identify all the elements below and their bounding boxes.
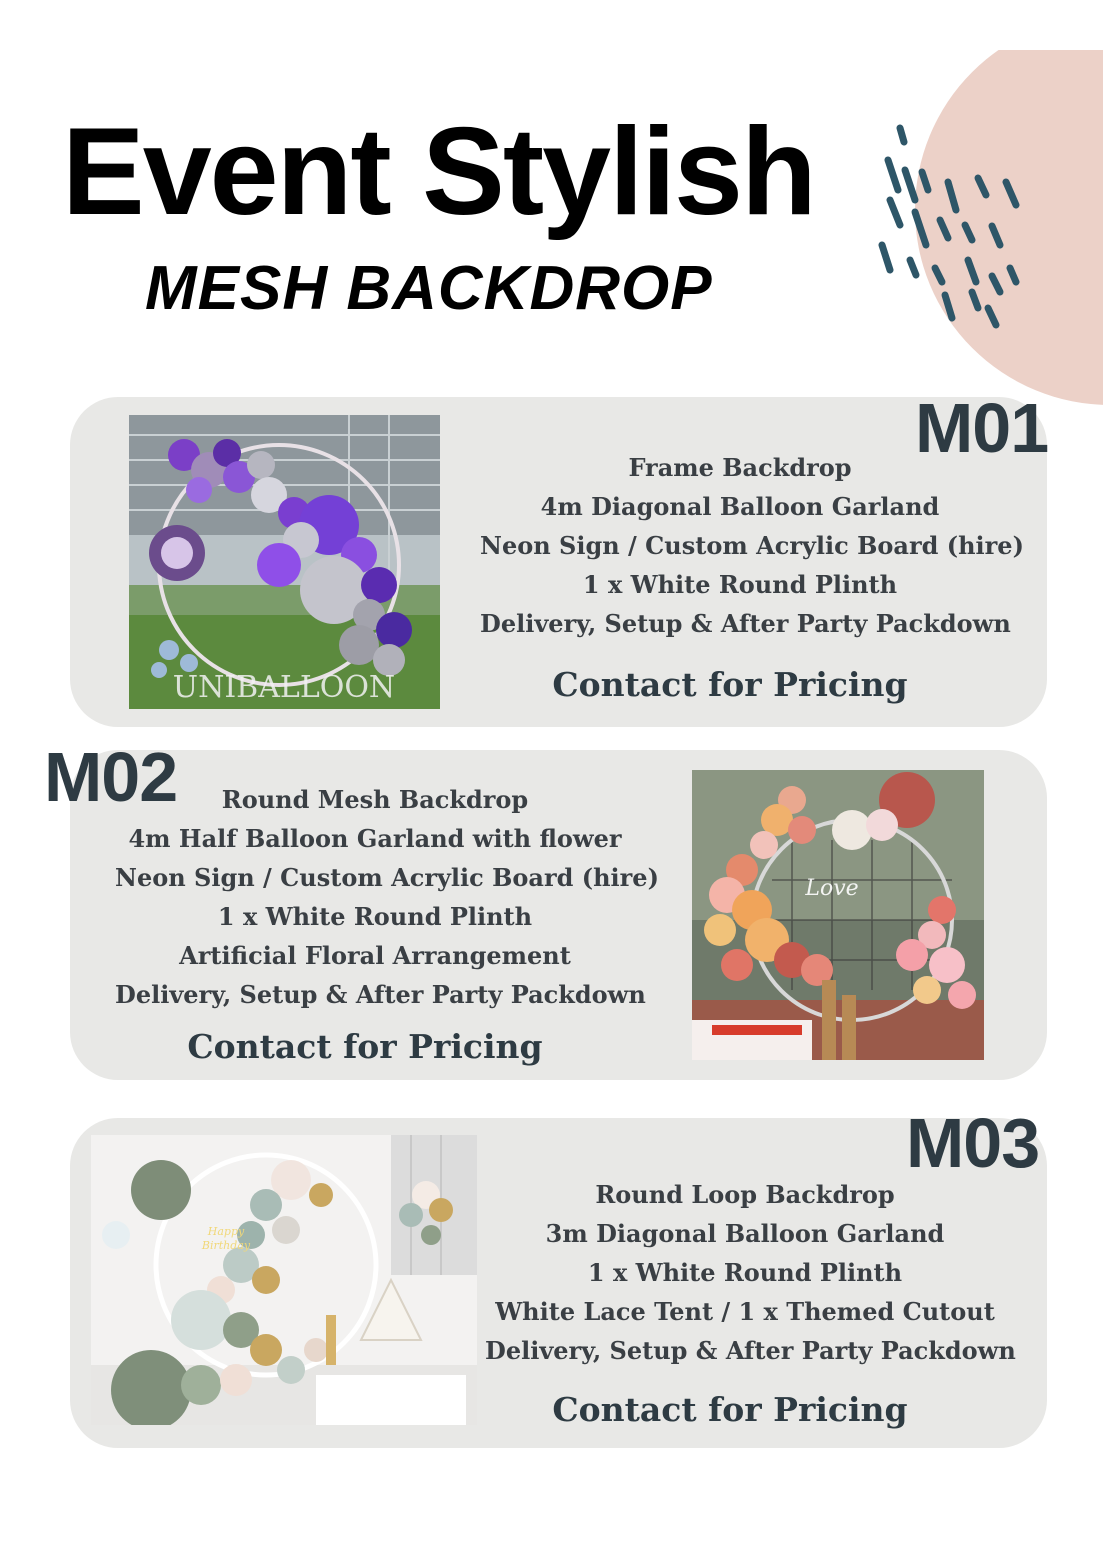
package-photo-m01 (129, 415, 440, 709)
feature-item: Delivery, Setup & After Party Packdown (485, 1336, 1016, 1365)
feature-list-m03 (485, 1175, 1016, 1370)
photo-sign-line-2: Birthday (201, 1239, 251, 1252)
feature-item: Neon Sign / Custom Acrylic Board (hire) (115, 863, 659, 892)
feature-item: Neon Sign / Custom Acrylic Board (hire) (480, 531, 1024, 560)
photo-sign-line-1: Happy (207, 1225, 245, 1238)
feature-item: Frame Backdrop (628, 453, 852, 482)
decorative-circle-dashes (860, 50, 1103, 410)
pricing-text-m02: Contact for Pricing (187, 1027, 543, 1066)
package-code-m01: M01 (915, 389, 1049, 467)
pricing-text-m01: Contact for Pricing (552, 665, 908, 704)
feature-item: White Lace Tent / 1 x Themed Cutout (495, 1297, 995, 1326)
pricing-text-m03: Contact for Pricing (552, 1390, 908, 1429)
page-title: Event Stylish (62, 103, 815, 241)
feature-item: 1 x White Round Plinth (217, 902, 533, 931)
package-photo-m02 (692, 770, 984, 1060)
package-photo-m03 (91, 1135, 477, 1425)
package-code-m03: M03 (906, 1104, 1040, 1182)
page-subtitle: MESH BACKDROP (145, 254, 713, 323)
feature-item: Artificial Floral Arrangement (179, 941, 571, 970)
feature-item: Delivery, Setup & After Party Packdown (480, 609, 1011, 638)
feature-item: 3m Diagonal Balloon Garland (545, 1219, 945, 1248)
package-code-m02: M02 (44, 738, 178, 816)
feature-list-m02 (115, 780, 659, 1014)
photo-neon-sign: Love (805, 876, 859, 901)
feature-item: Delivery, Setup & After Party Packdown (115, 980, 646, 1009)
feature-item: 1 x White Round Plinth (587, 1258, 903, 1287)
photo-watermark: UNIBALLOON (172, 670, 396, 705)
feature-item: Round Loop Backdrop (595, 1180, 895, 1209)
feature-item: Round Mesh Backdrop (221, 785, 529, 814)
feature-item: 4m Half Balloon Garland with flower (128, 824, 622, 853)
feature-list-m01 (480, 448, 1024, 643)
feature-item: 4m Diagonal Balloon Garland (540, 492, 940, 521)
feature-item: 1 x White Round Plinth (582, 570, 898, 599)
